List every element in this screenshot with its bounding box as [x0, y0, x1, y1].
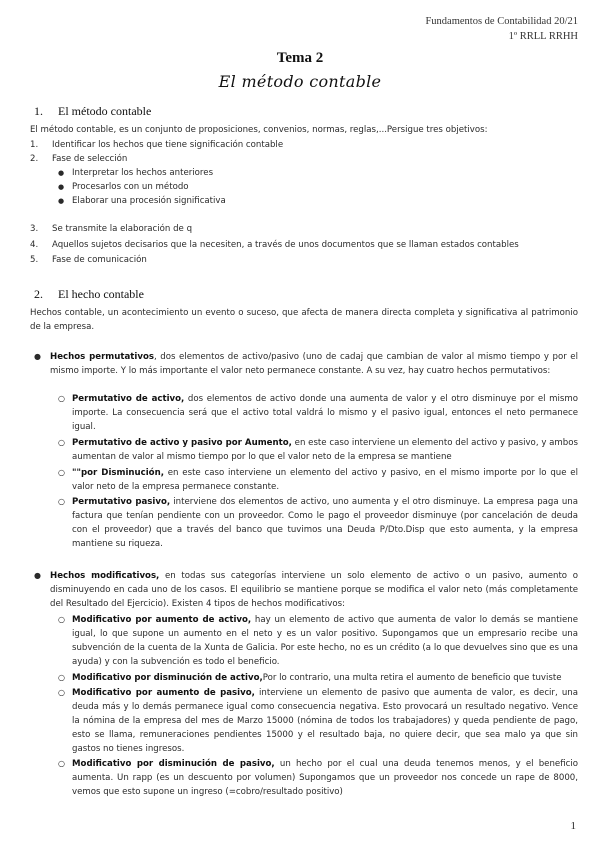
modificativos-paragraph: Hechos modificativos, en todas sus categorías interviene un solo elemento de activo o un pasivo, aumento o disminuyendo en cada uno de los casos. El equilibrio se mantiene porque se modifica el valor neto (más completamente del Resultado del Ejercicio). Existen 4 tipos de hechos modificativos:	[50, 571, 578, 609]
bullet-icon: ●	[58, 183, 65, 191]
section-1-number: 1.	[34, 104, 43, 118]
section-2-intro: Hechos contable, un acontecimiento un evento o suceso, que afecta de manera directa completa y significativa al patrimonio de la empresa.	[30, 308, 578, 332]
header-group: 1º RRLL RRHH	[508, 31, 578, 42]
list-item: 2. Fase de selección	[30, 154, 128, 164]
page-title: Tema 2	[276, 50, 324, 66]
list-item: Permutativo de activo, dos elementos de activo donde una aumenta de valor y el otro disminuye por el mismo importe. La consecuencia será que el activo total valdrá lo mismo y el pasivo igual, entonces el neto permanece igual.	[72, 394, 579, 432]
section-2-heading	[34, 287, 144, 302]
list-item: 4. Aquellos sujetos decisarios que la necesiten, a través de unos documentos que se llaman estados contables	[30, 240, 519, 250]
section-1-title: El método contable	[58, 104, 152, 118]
list-item: Modificativo por aumento de pasivo, interviene un elemento de pasivo que aumenta de valor, es decir, una deuda más y lo demás permanece igual como consecuencia negativa. Esto provocará un resultado negativo. Vence la nómina de la empresa del mes de Marzo 15000 (nómina de todos los trabajadores) y queda pendiente de pago, esto se llama, remuneraciones pendientes 15000 y el resultado baja, no quiere decir, que sea malo ya que sin gastos no tienes ingresos.	[72, 688, 578, 754]
permutativos-paragraph: Hechos permutativos, dos elementos de activo/pasivo (uno de cadaj que cambian de valor al mismo tiempo y por el mismo importe. Y lo más importante el valor neto permanece constante. A su vez, hay cuatro hechos permutativos:	[50, 352, 578, 376]
bullet-icon: ●	[34, 571, 41, 580]
circle-bullet-icon: ○	[58, 438, 65, 447]
page-subtitle: El método contable	[218, 72, 382, 91]
list-item: Modificativo por disminución de pasivo, un hecho por el cual una deuda tenemos menos, y el beneficio aumenta. Un rapp (es un descuento por volumen) Supongamos que un proveedor nos concede un rape de 8000, vemos que esto supone un ingreso (=cobro/resultado positivo)	[72, 759, 578, 797]
bullet-icon: ●	[34, 352, 41, 361]
page-number: 1	[570, 820, 576, 832]
section-1-intro: El método contable, es un conjunto de proposiciones, convenios, normas, reglas,...Persigue tres objetivos:	[30, 125, 488, 135]
circle-bullet-icon: ○	[58, 759, 65, 768]
list-item: Permutativo pasivo, interviene dos elementos de activo, uno aumenta y el otro disminuye. La empresa paga una factura que tenían pendiente con un proveedor. Como le pago el proveedor disminuye (por cancelación de deuda con el proveedor) que a través del banco que tuvimos una Deuda P/Dto.Disp que esto aumenta, y la empresa mantiene su riqueza.	[72, 497, 578, 549]
circle-bullet-icon: ○	[58, 615, 65, 624]
list-subitem: ● Elaborar una procesión significativa	[58, 196, 226, 206]
bullet-icon: ●	[58, 197, 65, 205]
circle-bullet-icon: ○	[58, 673, 65, 682]
section-2-title: El hecho contable	[58, 287, 144, 301]
list-subitem: ● Procesarlos con un método	[58, 182, 189, 192]
list-item: 1. Identificar los hechos que tiene significación contable	[30, 140, 284, 150]
list-item: Modificativo por disminución de activo,Por lo contrario, una multa retira el aumento de beneficio que tuviste	[72, 673, 562, 683]
list-item: Permutativo de activo y pasivo por Aumento, en este caso interviene un elemento del activo y pasivo, y ambos aumentan de valor al mismo tiempo por lo que el valor neto de la empresa se mantiene	[72, 438, 578, 462]
list-item: Modificativo por aumento de activo, hay un elemento de activo que aumenta de valor lo demás se mantiene igual, lo que supone un aumento en el neto y es un valor positivo. Supongamos que un empresario recibe una subvención de la cuenta de la Xunta de Galicia. Por este hecho, no es un crédito (a lo que devuelves sino que es una ayuda) y con la subvención es todo el beneficio.	[72, 615, 579, 667]
circle-bullet-icon: ○	[58, 688, 65, 697]
header-course: Fundamentos de Contabilidad 20/21	[425, 16, 578, 27]
circle-bullet-icon: ○	[58, 394, 65, 403]
list-subitem: ● Interpretar los hechos anteriores	[58, 168, 214, 178]
section-1-heading	[34, 104, 151, 119]
list-item: 5. Fase de comunicación	[30, 255, 147, 265]
circle-bullet-icon: ○	[58, 497, 65, 506]
bullet-icon: ●	[58, 169, 65, 177]
section-2-number: 2.	[34, 287, 43, 301]
list-item: 3. Se transmite la elaboración de q	[30, 224, 193, 234]
circle-bullet-icon: ○	[58, 468, 65, 477]
list-item: ""por Disminución, en este caso interviene un elemento del activo y pasivo, en el mismo importe por lo que el valor neto de la empresa permanece constante.	[72, 468, 578, 492]
